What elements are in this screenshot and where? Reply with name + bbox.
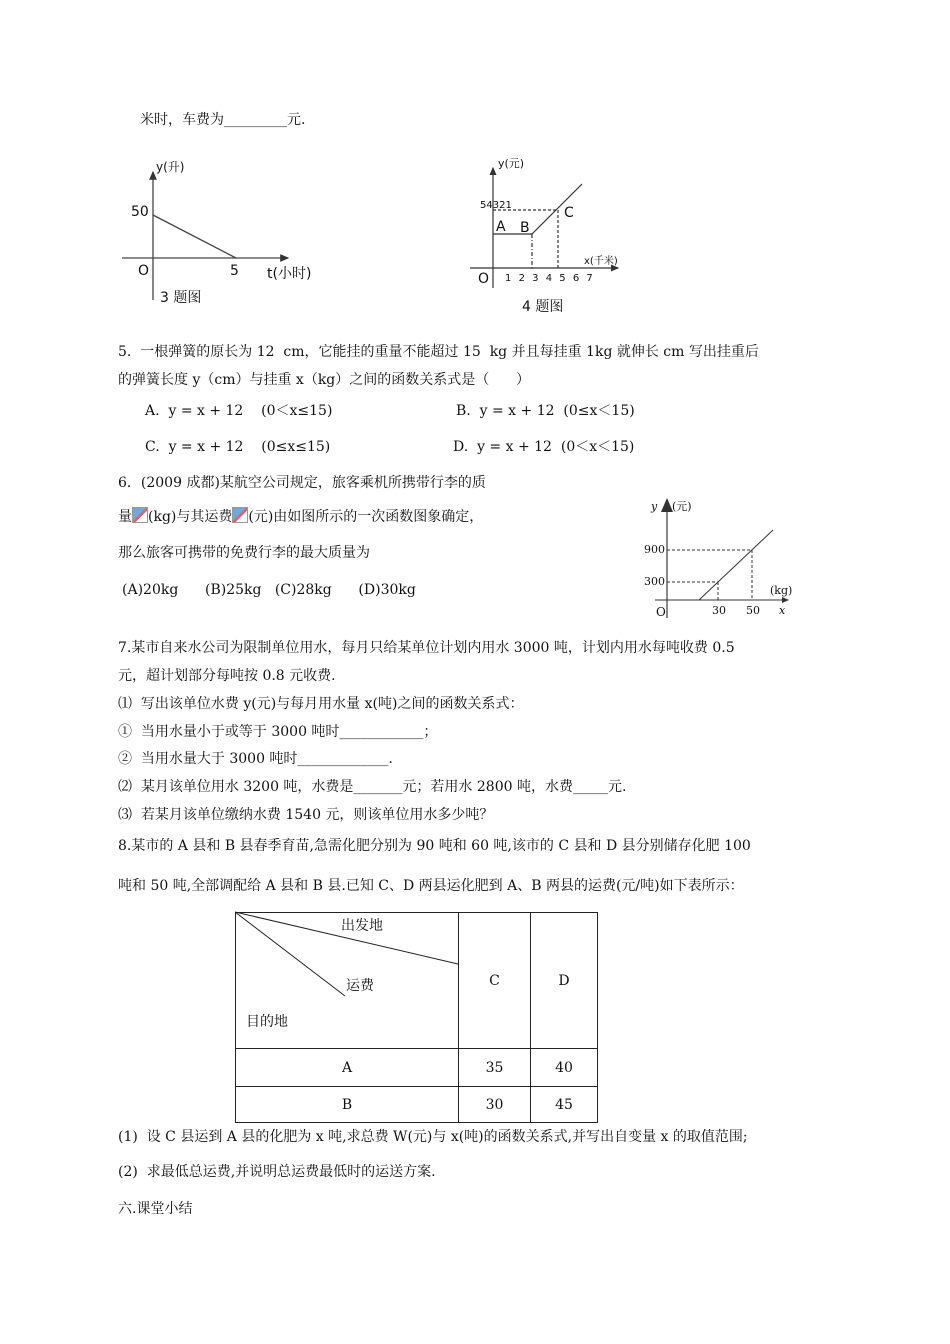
row-label: B [236, 1087, 459, 1123]
fig3-xlabel: t(小时) [267, 266, 312, 282]
q5-option-b: B. y = x + 12 (0≤x＜15) [456, 403, 635, 419]
fig3-origin: O [138, 263, 150, 279]
freight-table [235, 912, 598, 1123]
q7-line1: 7.某市自来水公司为限制单位用水，每月只给某单位计划内用水 3000 吨，计划内用水每吨收费 0.5 [118, 640, 735, 656]
fig6-x30: 30 [712, 604, 726, 617]
q8-part1: (1) 设 C 县运到 A 县的化肥为 x 吨,求总费 W(元)与 x(吨)的函数关系式,并写出自变量 x 的取值范围; [118, 1129, 748, 1145]
q7-s1: ⑴ 写出该单位水费 y(元)与每月用水量 x(吨)之间的函数关系式： [118, 696, 524, 712]
fig4-caption: 4 题图 [522, 299, 564, 315]
q6-line1: 6．(2009 成都)某航空公司规定，旅客乘机所携带行李的质 [118, 475, 486, 491]
q5-option-d: D. y = x + 12 (0＜x＜15) [453, 439, 635, 455]
fig3-y50: 50 [131, 204, 149, 220]
fig4-ylabel: y(元) [498, 157, 525, 170]
fig6-xlabel: x [779, 604, 786, 617]
q4-tail: 米时，车费为_________元. [140, 112, 306, 128]
fig6-y300: 300 [644, 575, 665, 588]
cell: 30 [459, 1087, 531, 1123]
fig4-origin: O [478, 271, 490, 287]
fig6-graph [655, 500, 788, 618]
fig3-line [153, 215, 236, 258]
col-header-d: D [531, 913, 598, 1049]
image-placeholder-icon [232, 507, 248, 523]
header-from: 出发地 [341, 918, 383, 934]
cell: 40 [531, 1049, 598, 1087]
fig6-ylabel: y [651, 500, 658, 513]
fig4-xlabel: x(千米) [584, 256, 618, 267]
fig3-x5: 5 [230, 263, 239, 279]
q6-options: (A)20kg (B)25kg (C)28kg (D)30kg [122, 582, 416, 598]
fig6-yunit: (元) [672, 500, 692, 513]
fig6-y900: 900 [644, 543, 665, 556]
fig4-xticks: 1 2 3 4 5 6 7 [505, 273, 593, 284]
header-to: 目的地 [246, 1014, 288, 1030]
header-diagonal-cell [236, 913, 459, 1049]
fig3-caption: 3 题图 [160, 290, 202, 306]
q7-s1a: ① 当用水量小于或等于 3000 吨时____________； [118, 724, 438, 740]
q5-line1: 5. 一根弹簧的原长为 12 cm，它能挂的重量不能超过 15 kg 并且每挂重 1kg 就伸长 cm 写出挂重后 [118, 344, 759, 360]
q6-line3: 那么旅客可携带的免费行李的最大质量为 [118, 545, 370, 561]
fig4-yticks: 54321 [480, 200, 512, 211]
section-heading: 六.课堂小结 [118, 1201, 193, 1217]
q7-line2: 元，超计划部分每吨按 0.8 元收费. [118, 668, 336, 684]
q8-part2: (2) 求最低总运费,并说明总运费最低时的运送方案. [118, 1164, 436, 1180]
q8-line2: 吨和 50 吨,全部调配给 A 县和 B 县.已知 C、D 两县运化肥到 A、B 两县的运费(元/吨)如下表所示： [118, 878, 744, 894]
fig4-point-b: B [520, 220, 530, 236]
q5-option-c: C. y = x + 12 (0≤x≤15) [145, 439, 331, 455]
image-placeholder-icon [132, 507, 148, 523]
q7-s1b: ② 当用水量大于 3000 吨时_____________. [118, 751, 393, 767]
fig6-origin: O [656, 605, 666, 619]
q7-s3: ⑶ 若某月该单位缴纳水费 1540 元，则该单位用水多少吨？ [118, 807, 494, 823]
fig6-x50: 50 [746, 604, 760, 617]
fig4-point-c: C [564, 205, 574, 221]
table-row [236, 1049, 598, 1087]
header-fee: 运费 [346, 978, 374, 994]
table-row [236, 1087, 598, 1123]
q6-line2: 量 (kg)与其运费 (元)由如图所示的一次函数图象确定， [118, 509, 484, 525]
fig3-graph [122, 172, 288, 300]
q5-line2: 的弹簧长度 y（cm）与挂重 x（kg）之间的函数关系式是（ ） [118, 372, 530, 388]
col-header-c: C [459, 913, 531, 1049]
fig4-point-a: A [496, 219, 506, 235]
fig6-xunit: (kg) [770, 584, 793, 597]
q5-option-a: A. y = x + 12 (0＜x≤15) [145, 403, 333, 419]
cell: 35 [459, 1049, 531, 1087]
q8-line1: 8.某市的 A 县和 B 县春季育苗,急需化肥分别为 90 吨和 60 吨,该市的 C 县和 D 县分别储存化肥 100 [118, 838, 751, 854]
cell: 45 [531, 1087, 598, 1123]
row-label: A [236, 1049, 459, 1087]
q7-s2: ⑵ 某月该单位用水 3200 吨，水费是_______元；若用水 2800 吨，水费_____元. [118, 779, 627, 795]
fig3-ylabel: y(升) [156, 160, 185, 174]
